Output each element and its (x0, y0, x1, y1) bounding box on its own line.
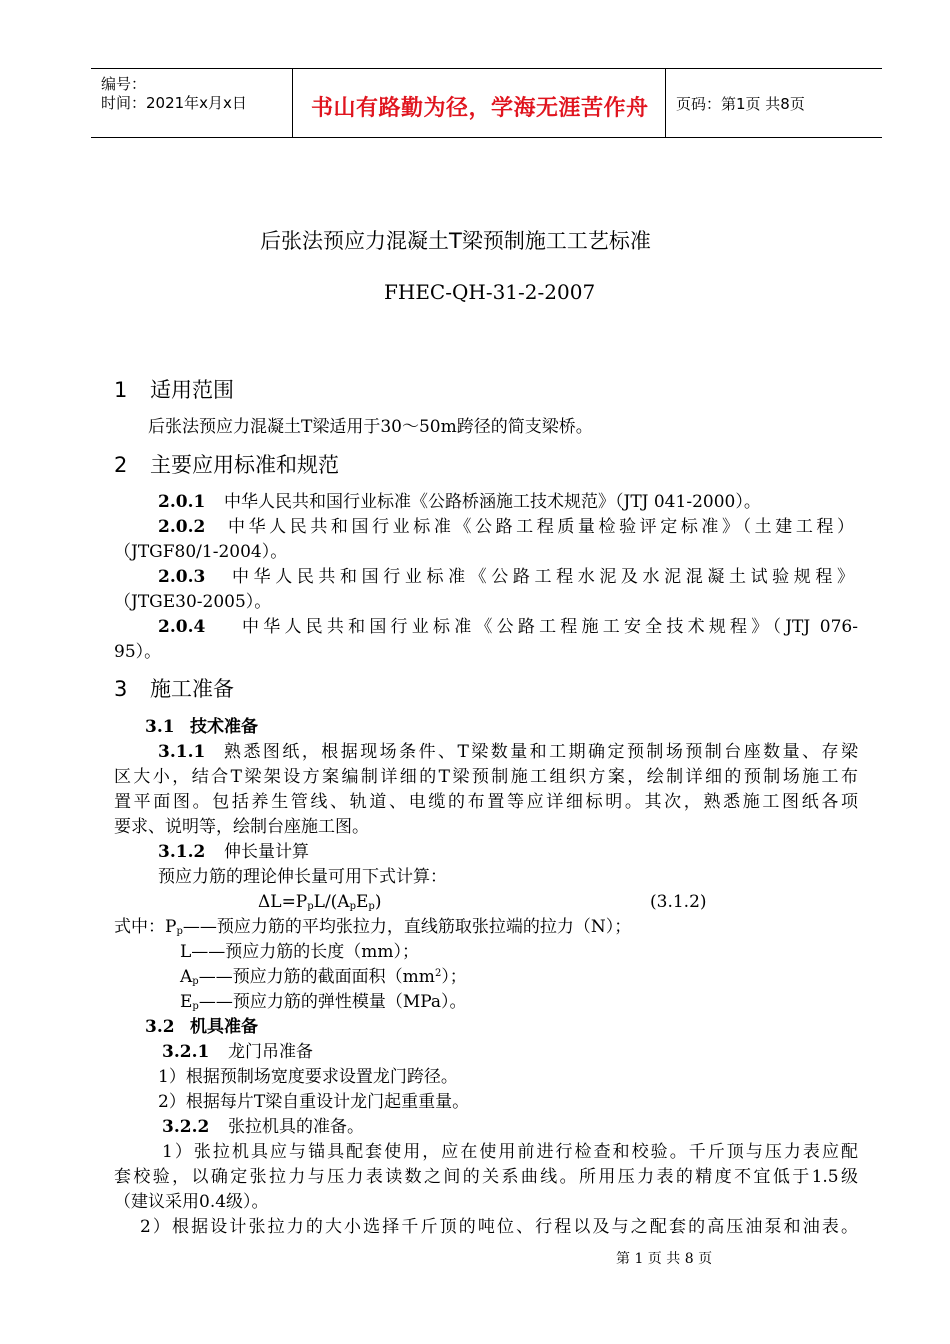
item-2-0-4-continuation: 95）。 (114, 642, 162, 662)
doc-number-label: 编号： (101, 75, 147, 93)
page-footer: 第 1 页 共 8 页 (616, 1251, 713, 1267)
header-motto-cell (293, 69, 666, 137)
section-2-number: 2 (114, 453, 128, 477)
where-line-p: 式中：$P_p——$预应力筋的平均张拉力，直线筋取张拉端的拉力（N）； (114, 917, 632, 937)
item-2-0-3-number: 2.0.3 (158, 567, 206, 587)
item-2-0-2-number: 2.0.2 (158, 517, 206, 537)
item-3-1-2-number: 3.1.2 (158, 842, 206, 862)
item-2-0-3-continuation: （JTGE30-2005）。 (114, 592, 272, 612)
where-line-a: $A_p——$预应力筋的截面面积$(mm^2)$； (180, 967, 467, 987)
formula-number: (3.1.2) (650, 892, 707, 912)
item-3-1-1-line-3: 置平面图。包括养生管线、轨道、电缆的布置等应详细标明。其次，熟悉施工图纸各项 (114, 792, 858, 812)
item-3-1-2-title: 伸长量计算 (224, 842, 309, 862)
item-3-1-1-number: 3.1.1 (158, 742, 206, 762)
item-3-2-1-point-1: 1）根据预制场宽度要求设置龙门跨径。 (158, 1067, 458, 1087)
item-3-1-1-line-2: 区大小，结合T梁架设方案编制详细的T梁预制施工组织方案，绘制详细的预制场施工布 (114, 767, 858, 787)
formula: $\Delta L=P_pL/(A_pE_p)$ (258, 892, 382, 912)
item-2-0-1-text: 中华人民共和国行业标准《公路桥涵施工技术规范》（JTJ 041-2000）。 (224, 492, 761, 512)
section-1-title: 适用范围 (150, 378, 234, 402)
item-2-0-1-number: 2.0.1 (158, 492, 206, 512)
page-number-label: 页码：第1页 共8页 (676, 95, 805, 113)
document-title: 后张法预应力混凝土T梁预制施工工艺标准 (260, 229, 651, 253)
header-info-cell (91, 69, 293, 137)
subsection-3-2-title: 机具准备 (190, 1017, 258, 1037)
document-code: FHEC-QH-31-2-2007 (384, 280, 596, 304)
item-3-2-2-point-1-line-2: 套校验，以确定张拉力与压力表读数之间的关系曲线。所用压力表的精度不宜低于1.5级 (114, 1167, 858, 1187)
section-1-number: 1 (114, 378, 128, 402)
subsection-3-1-number: 3.1 (145, 717, 175, 737)
section-1-paragraph: 后张法预应力混凝土T梁适用于30～50m跨径的简支梁桥。 (148, 417, 593, 437)
subsection-3-2-number: 3.2 (145, 1017, 175, 1037)
header-page-cell (666, 69, 882, 137)
item-3-2-1-title: 龙门吊准备 (228, 1042, 313, 1062)
item-3-2-2-title: 张拉机具的准备。 (228, 1117, 364, 1137)
item-3-2-2-number: 3.2.2 (162, 1117, 210, 1137)
item-3-2-2-point-1-line-1: 1）张拉机具应与锚具配套使用，应在使用前进行检查和校验。千斤顶与压力表应配 (162, 1142, 858, 1162)
item-3-2-1-number: 3.2.1 (162, 1042, 210, 1062)
where-line-l: L——预应力筋的长度（mm）； (180, 942, 420, 962)
item-2-0-4-text: 中华人民共和国行业标准《公路工程施工安全技术规程》（JTJ 076- (242, 617, 858, 637)
motto-text: 书山有路勤为径，学海无涯苦作舟 (311, 96, 649, 121)
item-3-2-1-point-2: 2）根据每片T梁自重设计龙门起重重量。 (158, 1092, 470, 1112)
item-2-0-2-text: 中华人民共和国行业标准《公路工程质量检验评定标准》（土建工程） (228, 517, 854, 537)
where-line-e: $E_p——$预应力筋的弹性模量（MPa）。 (180, 992, 467, 1012)
section-3-title: 施工准备 (150, 677, 234, 701)
doc-time-label: 时间：2021年x月x日 (101, 94, 247, 112)
section-2-title: 主要应用标准和规范 (150, 453, 339, 477)
item-2-0-2-continuation: （JTGF80/1-2004）。 (114, 542, 288, 562)
item-3-1-1-line-4: 要求、说明等，绘制台座施工图。 (114, 817, 369, 837)
item-3-2-2-point-2: 2）根据设计张拉力的大小选择千斤顶的吨位、行程以及与之配套的高压油泵和油表。 (140, 1217, 858, 1237)
item-2-0-3-text: 中华人民共和国行业标准《公路工程水泥及水泥混凝土试验规程》 (232, 567, 854, 587)
item-2-0-4-number: 2.0.4 (158, 617, 206, 637)
section-3-number: 3 (114, 677, 128, 701)
subsection-3-1-title: 技术准备 (190, 717, 258, 737)
page-header (91, 68, 882, 138)
formula-intro: 预应力筋的理论伸长量可用下式计算： (158, 867, 447, 887)
item-3-1-1-line-1: 熟悉图纸，根据现场条件、T梁数量和工期确定预制场预制台座数量、存梁 (224, 742, 858, 762)
item-3-2-2-point-1-line-3: （建议采用0.4级）。 (114, 1192, 269, 1212)
